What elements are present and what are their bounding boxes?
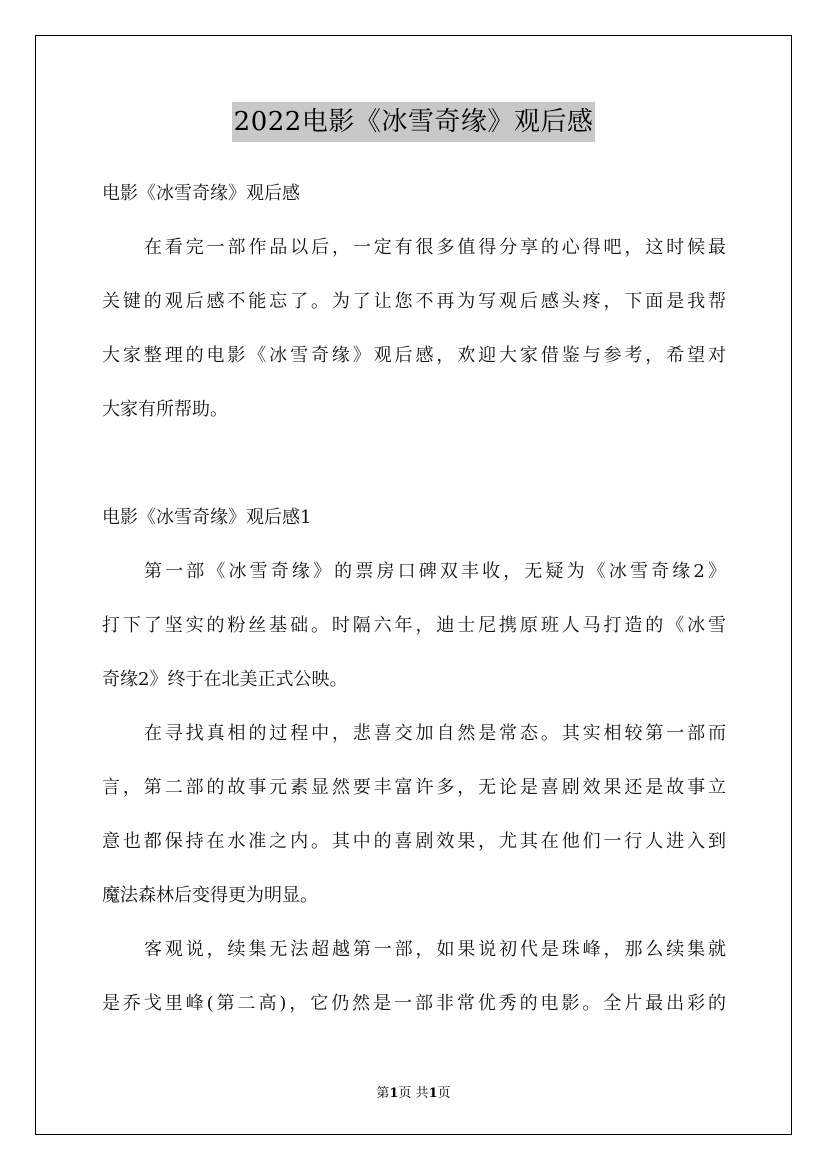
paragraph-line: 奇缘2》终于在北美正式公映。 bbox=[102, 669, 348, 690]
footer-prefix: 第 bbox=[376, 1086, 390, 1101]
paragraph-line: 打下了坚实的粉丝基础。时隔六年，迪士尼携原班人马打造的《冰雪 bbox=[102, 615, 726, 636]
paragraph-line: 在看完一部作品以后，一定有很多值得分享的心得吧，这时候最 bbox=[144, 237, 726, 258]
footer-page-total: 1 bbox=[428, 1086, 438, 1101]
paragraph-line: 意也都保持在水准之内。其中的喜剧效果，尤其在他们一行人进入到 bbox=[102, 831, 726, 852]
document-title: 2022电影《冰雪奇缘》观后感 bbox=[232, 102, 596, 142]
title-wrap bbox=[0, 102, 827, 142]
footer-page-current: 1 bbox=[389, 1086, 399, 1101]
intro-heading: 电影《冰雪奇缘》观后感 bbox=[102, 183, 300, 204]
page-footer bbox=[0, 1082, 827, 1101]
paragraph-line: 第一部《冰雪奇缘》的票房口碑双丰收，无疑为《冰雪奇缘2》 bbox=[144, 561, 726, 582]
paragraph-line: 魔法森林后变得更为明显。 bbox=[102, 885, 318, 906]
footer-suffix: 页 bbox=[437, 1086, 451, 1101]
paragraph-line: 大家整理的电影《冰雪奇缘》观后感，欢迎大家借鉴与参考，希望对 bbox=[102, 345, 726, 366]
paragraph-line: 客观说，续集无法超越第一部，如果说初代是珠峰，那么续集就 bbox=[144, 939, 726, 960]
paragraph-line: 大家有所帮助。 bbox=[102, 399, 228, 420]
paragraph-line: 关键的观后感不能忘了。为了让您不再为写观后感头疼，下面是我帮 bbox=[102, 291, 726, 312]
paragraph-line: 是乔戈里峰(第二高)，它仍然是一部非常优秀的电影。全片最出彩的 bbox=[102, 993, 726, 1014]
paragraph-line: 在寻找真相的过程中，悲喜交加自然是常态。其实相较第一部而 bbox=[144, 723, 726, 744]
section-heading: 电影《冰雪奇缘》观后感1 bbox=[102, 507, 312, 528]
paragraph-line: 言，第二部的故事元素显然要丰富许多，无论是喜剧效果还是故事立 bbox=[102, 777, 726, 798]
footer-mid: 页 共 bbox=[398, 1086, 429, 1101]
